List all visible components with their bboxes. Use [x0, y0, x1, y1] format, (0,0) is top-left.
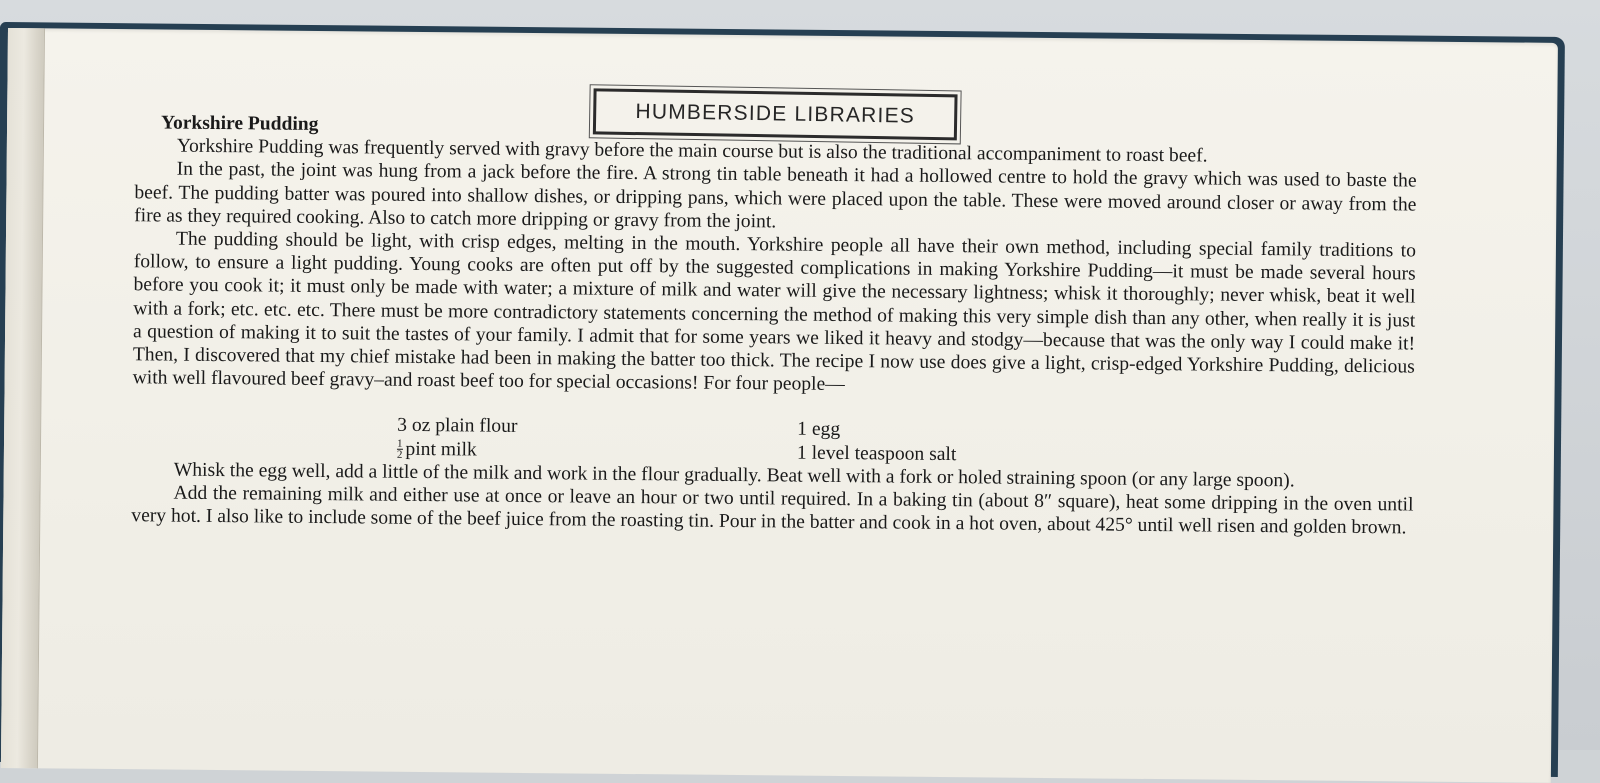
ingredients-column-left [397, 414, 797, 464]
ingredient-item: 3 oz plain flour [397, 415, 518, 438]
ingredients-column-right [797, 418, 1197, 468]
ingredient-item: 1 level teaspoon salt [796, 442, 957, 465]
method-text [131, 458, 1414, 540]
ingredient-item: 1 egg [797, 419, 841, 441]
intro-text [133, 134, 1417, 402]
page-content [131, 71, 1417, 540]
fraction: $\frac{1}{2}$ [396, 437, 403, 461]
intro-paragraph: In the past, the joint was hung from a jack before the fire. A strong tin table beneath it had a hollowed centre to hold the gravy which was used to baste the beef. The pudding batter was poured into shallow dishes, or dripping pans, which were placed upon the table. These were moved around closer or away from the fire as they required cooking. Also to catch more dripping or gravy from the joint. [134, 159, 1417, 233]
intro-paragraph: The pudding should be light, with crisp edges, melting in the mouth. Yorkshire people all have their own method, including special family traditions to follow, to ensure a light pudding. Young cooks are often put off by the suggested complications in making Yorkshire Pudding—it must be made several hours before you cook it; it must only be made with water; a mixture of milk and water will give the necessary lightness; whisk it thoroughly; never whisk, beat it well with a fork; etc. etc. etc. There must be more contradictory statements concerning the method of making this very simple dish than any other, when really it is just a question of making it to suit the tastes of your family. I admit that for some years we liked it heavy and stodgy—because that was the only way I could make it! Then, I discovered that my chief mistake had been in making the batter too thick. The recipe I now use does give a light, crisp-edged Yorkshire Pudding, delicious with well flavoured beef gravy–and roast beef too for special occasions! For four people— [132, 228, 1417, 396]
recipe-title: Yorkshire Pudding [160, 112, 319, 135]
ingredient-item: $\frac{1}{2}$ pint milk [396, 437, 477, 461]
method-paragraph: Add the remaining milk and either use at once or leave an hour or two until required. In a baking tin (about 8″ square), heat some dripping in the oven until very hot. I also like to include some of the beef juice from the roasting tin. Pour in the batter and cook in a hot oven, about 425° until well risen and golden brown. [131, 482, 1414, 539]
book-page [1, 28, 1558, 783]
intro-paragraph: Yorkshire Pudding was frequently served with gravy before the main course but is also the traditional accompaniment to roast beef. [176, 135, 1208, 167]
library-stamp: HUMBERSIDE LIBRARIES [593, 88, 958, 140]
page-gutter [1, 28, 45, 768]
method-paragraph: Whisk the egg well, add a little of the milk and work in the flour gradually. Beat well with a fork or holed straining spoon (or any large spoon). [173, 459, 1295, 492]
